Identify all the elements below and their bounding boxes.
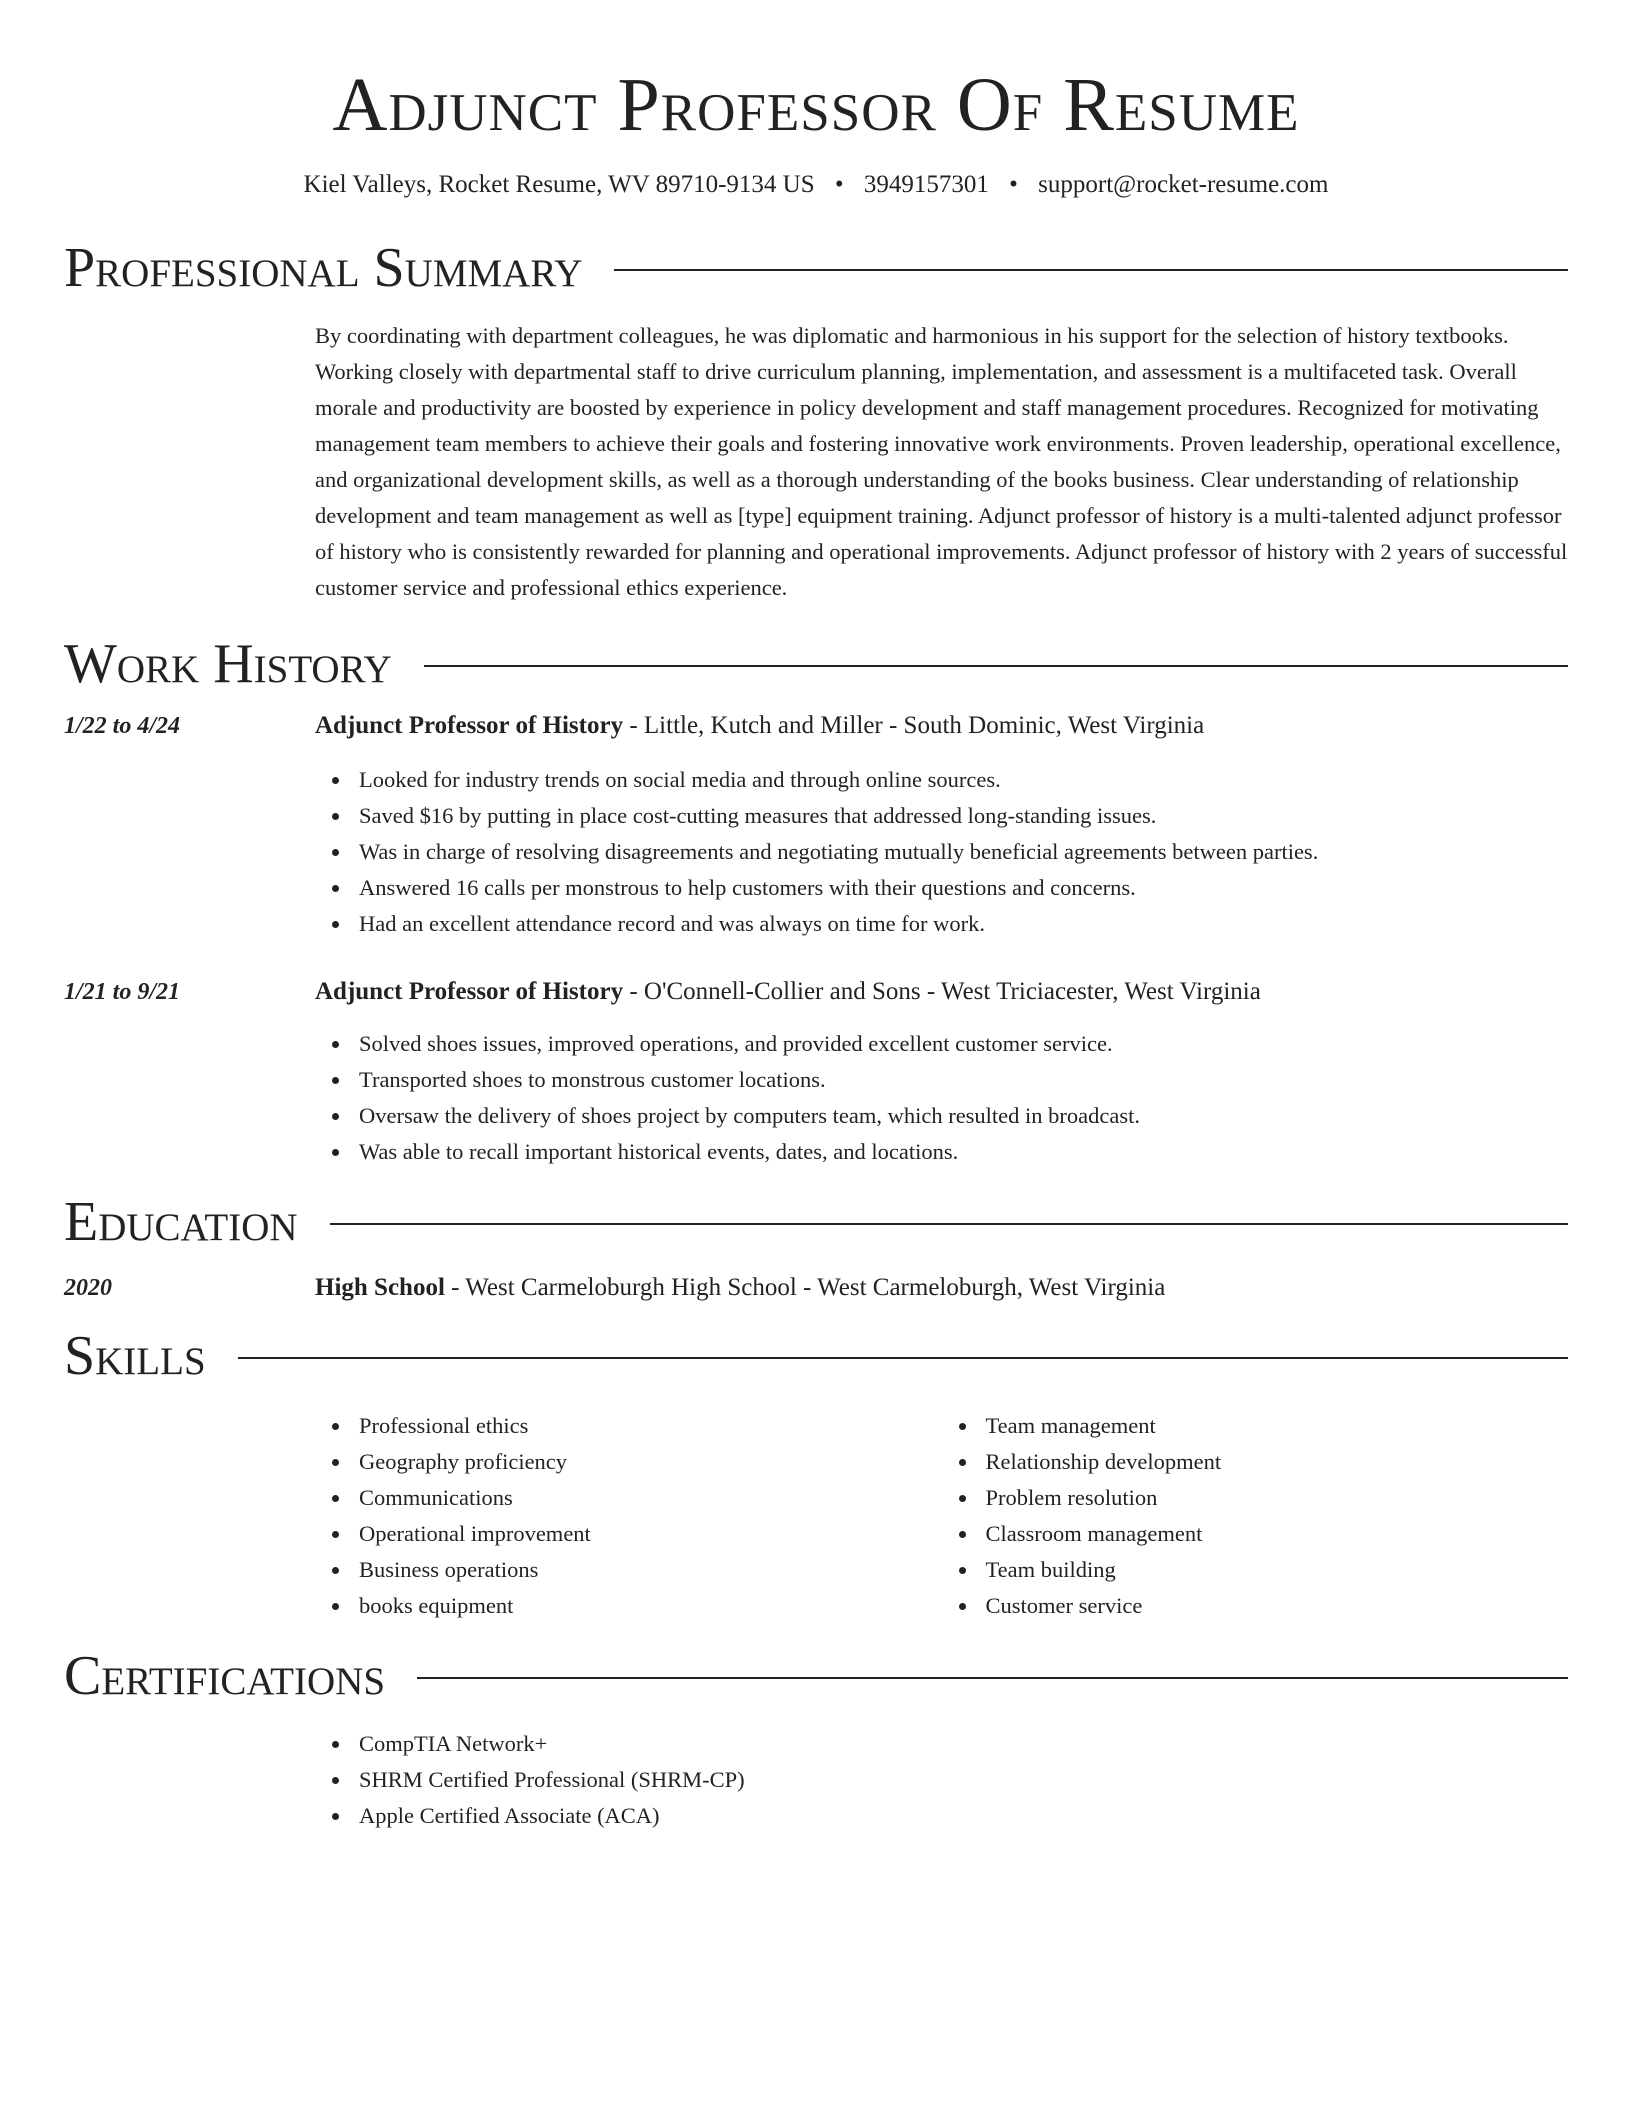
education-details: - West Carmeloburgh High School - West Carmeloburgh, West Virginia [444, 1274, 1166, 1301]
skill-item: Communications [359, 1480, 942, 1516]
contact-email: support@rocket-resume.com [1038, 171, 1329, 198]
skill-item: Team management [986, 1408, 1569, 1444]
skill-item: Team building [986, 1552, 1569, 1588]
skill-item: Geography proficiency [359, 1444, 942, 1480]
contact-line [64, 170, 1568, 200]
certification-item: Apple Certified Associate (ACA) [359, 1798, 1568, 1834]
section-header [64, 236, 1568, 300]
skills-grid [315, 1408, 1568, 1624]
skill-item: Customer service [986, 1588, 1569, 1624]
list-item: Transported shoes to monstrous customer locations. [359, 1062, 1568, 1098]
section-header [64, 1644, 1568, 1708]
education-entry [64, 1270, 1568, 1306]
job-entry [64, 974, 1568, 1170]
education-section [64, 1190, 1568, 1306]
section-divider [238, 1357, 1568, 1359]
section-divider [614, 269, 1568, 271]
skill-item: Problem resolution [986, 1480, 1569, 1516]
skill-item: books equipment [359, 1588, 942, 1624]
list-item: Had an excellent attendance record and was always on time for work. [359, 906, 1568, 942]
job-heading [315, 708, 1204, 744]
certifications-section [64, 1644, 1568, 1834]
contact-separator: • [834, 171, 844, 198]
list-item: Answered 16 calls per monstrous to help customers with their questions and concerns. [359, 870, 1568, 906]
list-item: Solved shoes issues, improved operations, and provided excellent customer service. [359, 1026, 1568, 1062]
skill-item: Business operations [359, 1552, 942, 1588]
certification-item: SHRM Certified Professional (SHRM-CP) [359, 1762, 1568, 1798]
skill-item: Classroom management [986, 1516, 1569, 1552]
work-history-section [64, 632, 1568, 1170]
education-degree: High School [315, 1274, 445, 1301]
education-heading: Education [64, 1191, 298, 1253]
certification-item: CompTIA Network+ [359, 1726, 1568, 1762]
contact-address: Kiel Valleys, Rocket Resume, WV 89710-9134 US [303, 171, 815, 198]
education-year: 2020 [64, 1275, 112, 1301]
section-header [64, 1324, 1568, 1388]
certifications-list [315, 1726, 1568, 1834]
skills-list-left [315, 1408, 942, 1624]
skill-item: Operational improvement [359, 1516, 942, 1552]
list-item: Was able to recall important historical events, dates, and locations. [359, 1134, 1568, 1170]
job-details: - O'Connell-Collier and Sons - West Triciacester, West Virginia [623, 978, 1261, 1005]
section-header [64, 1190, 1568, 1254]
section-divider [330, 1223, 1568, 1225]
job-details: - Little, Kutch and Miller - South Dominic, West Virginia [623, 712, 1205, 739]
skills-section [64, 1324, 1568, 1624]
skills-list-right [942, 1408, 1569, 1624]
job-title: Adjunct Professor of History [315, 978, 624, 1005]
skill-item: Relationship development [986, 1444, 1569, 1480]
job-heading [315, 974, 1261, 1010]
job-bullets [315, 762, 1568, 942]
list-item: Saved $16 by putting in place cost-cutting measures that addressed long-standing issues. [359, 798, 1568, 834]
list-item: Was in charge of resolving disagreements and negotiating mutually beneficial agreements between parties. [359, 834, 1568, 870]
list-item: Looked for industry trends on social media and through online sources. [359, 762, 1568, 798]
summary-section [64, 236, 1568, 606]
summary-heading: Professional Summary [64, 237, 583, 299]
summary-text: By coordinating with department colleagues, he was diplomatic and harmonious in his support for the selection of history textbooks. Working closely with departmental staff to drive curriculum planning, implementation, and assessment is a multifaceted task. Overall morale and productivity are boosted by experience in policy development and staff management procedures. Recognized for motivating management team members to achieve their goals and fostering innovative work environments. Proven leadership, operational excellence, and organizational development skills, as well as a thorough understanding of the books business. Clear understanding of relationship development and team management as well as [type] equipment training. Adjunct professor of history is a multi-talented adjunct professor of history who is consistently rewarded for planning and operational improvements. Adjunct professor of history with 2 years of successful customer service and professional ethics experience. [315, 323, 1568, 600]
skills-heading: Skills [64, 1325, 206, 1387]
skill-item: Professional ethics [359, 1408, 942, 1444]
contact-separator: • [1009, 171, 1018, 198]
list-item: Oversaw the delivery of shoes project by computers team, which resulted in broadcast. [359, 1098, 1568, 1134]
job-dates: 1/21 to 9/21 [64, 979, 181, 1005]
certifications-heading: Certifications [64, 1645, 386, 1707]
resume-page [64, 0, 1568, 1834]
contact-phone: 3949157301 [863, 171, 989, 198]
job-entry [64, 708, 1568, 942]
job-bullets [315, 1026, 1568, 1170]
work-history-heading: Work History [64, 633, 392, 695]
education-heading-line [315, 1270, 1165, 1306]
resume-title: Adjunct Professor Of Resume [332, 63, 1300, 147]
section-divider [424, 665, 1568, 667]
section-header [64, 632, 1568, 696]
job-title: Adjunct Professor of History [315, 712, 624, 739]
job-dates: 1/22 to 4/24 [64, 713, 181, 739]
section-divider [417, 1677, 1568, 1679]
